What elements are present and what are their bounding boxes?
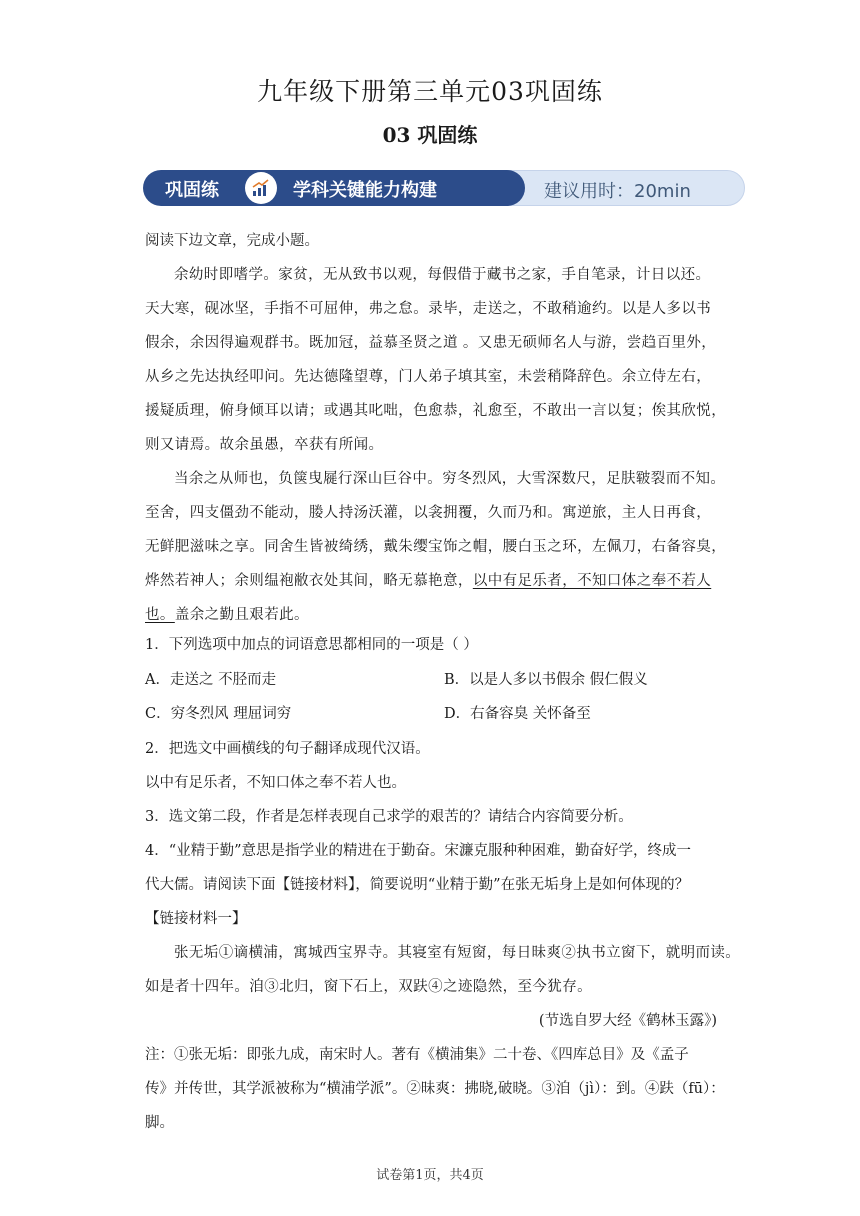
passage-p2-line: 至舍，四支僵劲不能动，媵人持汤沃灌，以衾拥覆，久而乃和。寓逆旅，主人日再食， <box>145 505 712 521</box>
passage-p1-line: 余幼时即嗜学。家贫，无从致书以观，每假借于藏书之家，手自笔录，计日以还。 <box>174 267 711 283</box>
passage-p1-line: 天大寒，砚冰坚，手指不可屈伸，弗之怠。录毕，走送之，不敢稍逾约。以是人多以书 <box>145 301 712 317</box>
passage-p1-line: 假余，余因得遍观群书。既加冠，益慕圣贤之道 。又患无硕师名人与游，尝趋百里外， <box>145 335 717 351</box>
ability-building-label: 学科关键能力构建 <box>293 180 437 201</box>
link-material-heading: 【链接材料一】 <box>145 911 247 927</box>
reading-instruction: 阅读下边文章，完成小题。 <box>145 233 319 249</box>
option-d: D．右备容臭 关怀备至 <box>444 706 591 722</box>
underlined-sentence: 以中有足乐者，不知口体之奉不若人 <box>472 573 712 589</box>
option-c: C．穷冬烈风 理屈词穷 <box>145 706 292 722</box>
question-2: 2．把选文中画横线的句子翻译成现代汉语。 <box>145 741 430 757</box>
passage-text: 盖余之勤且艰若此。 <box>174 607 309 623</box>
passage-text: 烨然若神人；余则缊袍敝衣处其间，略无慕艳意， <box>145 573 473 589</box>
suggested-time-label: 建议用时：20min <box>544 181 691 202</box>
question-3: 3．选文第二段，作者是怎样表现自己求学的艰苦的？请结合内容简要分析。 <box>145 809 633 825</box>
section-banner <box>143 170 745 206</box>
question-4-line: 4．“业精于勤”意思是指学业的精进在于勤奋。宋濂克服种种困难，勤奋好学，终成一 <box>145 843 692 859</box>
option-a: A．走送之 不胫而走 <box>145 672 277 688</box>
page-footer: 试卷第1页，共4页 <box>376 1168 484 1183</box>
passage-p1-line: 援疑质理，俯身倾耳以请；或遇其叱咄，色愈恭，礼愈至，不敢出一言以复；俟其欣悦， <box>145 403 727 419</box>
passage-p1-line: 从乡之先达执经叩问。先达德隆望尊，门人弟子填其室，未尝稍降辞色。余立侍左右， <box>145 369 712 385</box>
page-title: 九年级下册第三单元03巩固练 <box>257 77 603 106</box>
passage-p1-line: 则又请焉。故余虽愚，卒获有所闻。 <box>145 437 384 453</box>
link-material-line: 如是者十四年。洎③北归，窗下石上，双趺④之迹隐然，至今犹存。 <box>145 979 592 995</box>
passage-p2-line: 当余之从师也，负箧曳屣行深山巨谷中。穷冬烈风，大雪深数尺，足肤皲裂而不知。 <box>174 471 726 487</box>
link-material-line: 张无垢①谪横浦，寓城西宝界寺。其寝室有短窗，每日昧爽②执书立窗下，就明而读。 <box>174 945 741 961</box>
annotation-line: 传》并传世，其学派被称为“横浦学派”。②昧爽：拂晓,破晓。③洎（jì）：到。④趺（fū）： <box>145 1081 725 1097</box>
passage-p2-line: 无鲜肥滋味之享。同舍生皆被绮绣，戴朱缨宝饰之帽，腰白玉之环，左佩刀，右备容臭， <box>145 539 727 555</box>
question-1: 1．下列选项中加点的词语意思都相同的一项是（ ） <box>145 637 478 653</box>
page-subtitle: 03 巩固练 <box>382 123 478 147</box>
underlined-sentence-end: 也。 <box>145 607 175 623</box>
option-b: B．以是人多以书假余 假仁假义 <box>444 672 648 688</box>
question-4-line: 代大儒。请阅读下面【链接材料】，简要说明“业精于勤”在张无垢身上是如何体现的？ <box>145 877 690 893</box>
section-label-pill <box>143 170 525 206</box>
link-material-source: (节选自罗大经《鹤林玉露》) <box>538 1013 717 1029</box>
growth-chart-icon <box>245 172 277 204</box>
passage-p2-line <box>145 608 717 623</box>
passage-p2-line <box>145 574 717 589</box>
annotation-line: 注：①张无垢：即张九成，南宋时人。著有《横浦集》二十卷、《四库总目》及《孟子 <box>145 1047 689 1063</box>
question-2-sentence: 以中有足乐者，不知口体之奉不若人也。 <box>145 775 406 791</box>
practice-label: 巩固练 <box>165 180 219 201</box>
annotation-line: 脚。 <box>145 1115 174 1131</box>
